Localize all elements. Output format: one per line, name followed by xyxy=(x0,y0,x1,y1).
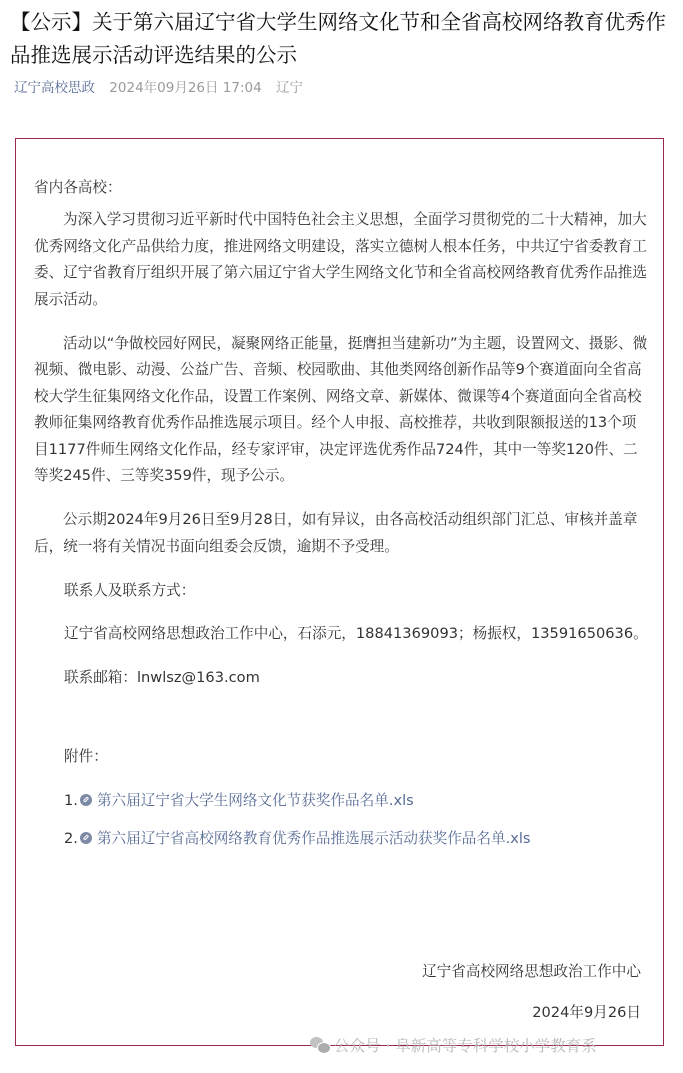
article-meta xyxy=(14,78,303,98)
account-name-link[interactable]: 辽宁高校思政 xyxy=(14,80,95,96)
paragraph-activity: 活动以“争做校园好网民，凝聚网络正能量，挺膺担当建新功”为主题，设置网文、摄影、微视频、微电影、动漫、公益广告、音频、校园歌曲、其他类网络创新作品等9个赛道面向全省高校大学生征集网络文化作品，设置工作案例、网络文章、新媒体、微课等4个赛道面向全省高校教师征集网络教育优秀作品推选展示项目。经个人申报、高校推荐，共收到限额报送的13个项目1177件师生网络文化作品，经专家评审，决定评选优秀作品724件，其中一等奖120件、二等奖245件、三等奖359件，现予公示。 xyxy=(34,335,648,485)
article-body xyxy=(34,175,649,865)
attachment-item xyxy=(34,788,649,814)
article-title: 【公示】关于第六届辽宁省大学生网络文化节和全省高校网络教育优秀作品推选展示活动评选结果的公示 xyxy=(10,10,666,67)
signature-organization: 辽宁省高校网络思想政治工作中心 xyxy=(422,963,641,980)
contact-title: 联系人及联系方式： xyxy=(64,582,196,600)
contact-email: 联系邮箱：lnwlsz@163.com xyxy=(64,669,260,687)
signature-date: 2024年9月26日 xyxy=(532,1004,641,1021)
attachment-item xyxy=(34,826,649,852)
contact-info: 辽宁省高校网络思想政治工作中心，石添元，18841369093；杨振权，13591650636。 xyxy=(64,624,648,642)
attachment-link[interactable]: 第六届辽宁省高校网络教育优秀作品推选展示活动获奖作品名单.xls xyxy=(96,830,531,848)
wechat-icon xyxy=(310,1037,330,1053)
publish-location: 辽宁 xyxy=(276,80,304,96)
attachment-link[interactable]: 第六届辽宁省大学生网络文化节获奖作品名单.xls xyxy=(96,791,414,809)
link-icon xyxy=(80,832,92,844)
publish-datetime: 2024年09月26日 17:04 xyxy=(109,80,262,96)
greeting: 省内各高校： xyxy=(34,179,122,196)
attachments-title: 附件： xyxy=(64,747,108,765)
paragraph-intro: 为深入学习贯彻习近平新时代中国特色社会主义思想，全面学习贯彻党的二十大精神，加大优秀网络文化产品供给力度，推进网络文明建设，落实立德树人根本任务，中共辽宁省委教育工委、辽宁省教育厅组织开展了第六届辽宁省大学生网络文化节和全省高校网络教育优秀作品推选展示活动。 xyxy=(34,211,647,308)
attachment-number: 2. xyxy=(64,830,78,848)
link-icon xyxy=(80,794,92,806)
paragraph-notice-period: 公示期2024年9月26日至9月28日，如有异议，由各高校活动组织部门汇总、审核并盖章后，统一将有关情况书面向组委会反馈，逾期不予受理。 xyxy=(34,511,638,555)
watermark-text: 公众号 · 阜新高等专科学校小学教育系 xyxy=(334,1037,597,1055)
article-content-box xyxy=(15,138,664,1046)
attachment-number: 1. xyxy=(64,791,78,809)
watermark xyxy=(310,1035,597,1057)
